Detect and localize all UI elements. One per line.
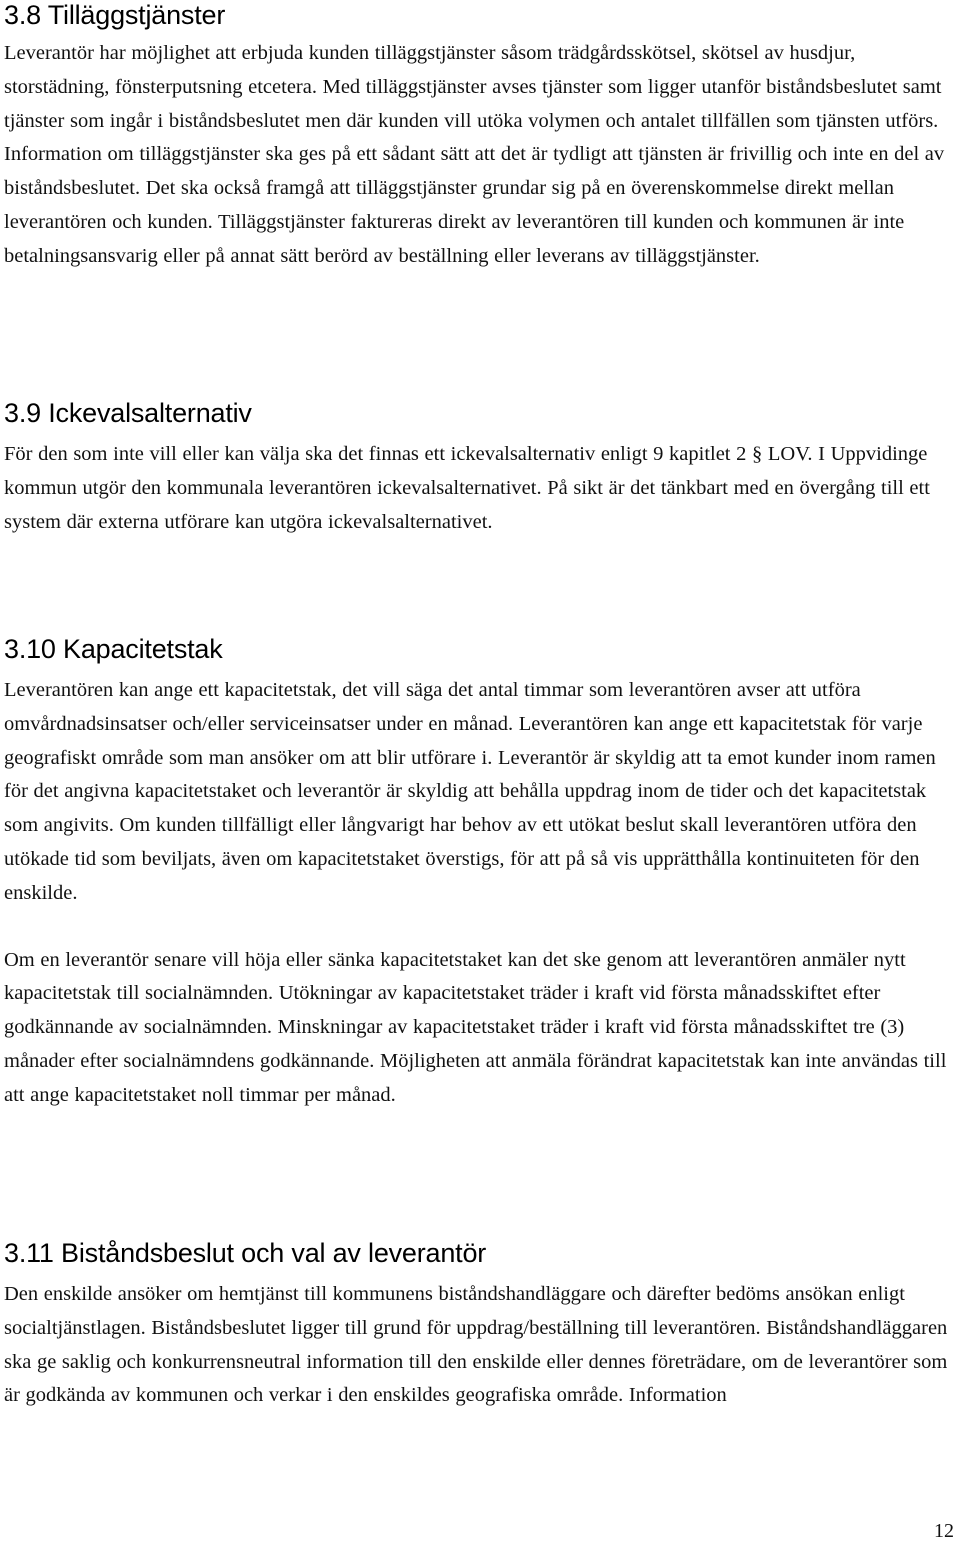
- section-paragraph: För den som inte vill eller kan välja ska det finnas ett ickevalsalternativ enligt 9 kapitlet 2 § LOV. I Uppvidinge kommun utgör den kommunala leverantören ickevalsalternativet. På sikt är det tänkbart med en övergång till ett system där externa utförare kan utgöra ickevalsalternativet.: [4, 443, 930, 533]
- section-paragraph: Om en leverantör senare vill höja eller sänka kapacitetstaket kan det ske genom att leverantören anmäler nytt kapacitetstak till socialnämnden. Utökningar av kapacitetstaket träder i kraft vid första månadsskiftet efter godkännande av socialnämnden. Minskningar av kapacitetstaket träder i kraft vid första månadsskiftet tre (3) månader efter socialnämndens godkännande. Möjligheten att anmäla förändrat kapacitetstak kan inte användas till att ange kapacitetstaket noll timmar per månad.: [4, 948, 947, 1106]
- section-heading: 3.11 Biståndsbeslut och val av leverantör: [4, 1238, 487, 1268]
- section-3-10: [4, 634, 956, 1113]
- section-heading: 3.8 Tilläggstjänster: [4, 0, 226, 30]
- section-paragraph: Leverantör har möjlighet att erbjuda kunden tilläggstjänster såsom trädgårdsskötsel, skötsel av husdjur, storstädning, fönsterputsning etcetera. Med tilläggstjänster avses tjänster som ligger utanför biståndsbeslutet samt tjänster som ingår i biståndsbeslutet men där kunden vill utöka volymen och antalet tillfällen som tjänsten utförs. Information om tilläggstjänster ska ges på ett sådant sätt att det är tydligt att tjänsten är frivillig och inte en del av biståndsbeslutet. Det ska också framgå att tilläggstjänster grundar sig på en överenskommelse direkt mellan leverantören och kunden. Tilläggstjänster faktureras direkt av leverantören till kunden och kommunen är inte betalningsansvarig eller på annat sätt berörd av beställning eller leverans av tilläggstjänster.: [4, 42, 945, 267]
- section-heading: 3.10 Kapacitetstak: [4, 634, 223, 664]
- section-3-11: [4, 1238, 956, 1413]
- section-3-8: [4, 0, 956, 274]
- section-paragraph: Leverantören kan ange ett kapacitetstak, det vill säga det antal timmar som leverantören avser att utföra omvårdnadsinsatser och/eller serviceinsatser under en månad. Leverantören kan ange ett kapacitetstak för varje geografiskt område som man ansöker om att blir utförare i. Leverantör är skyldig att ta emot kunder inom ramen för det angivna kapacitetstaket och leverantör är skyldig att behålla uppdrag inom de tider och det kapacitetstak som angivits. Om kunden tillfälligt eller långvarigt har behov av ett utökat beslut skall leverantören utföra den utökade tid som beviljats, även om kapacitetstaket överstigs, för att på så vis upprätthålla kontinuiteten för den enskilde.: [4, 679, 936, 904]
- paragraph-spacer: [4, 911, 956, 944]
- section-heading: 3.9 Ickevalsalternativ: [4, 398, 252, 428]
- section-3-9: [4, 398, 956, 539]
- section-paragraph: Den enskilde ansöker om hemtjänst till kommunens biståndshandläggare och därefter bedöms ansökan enligt socialtjänstlagen. Biståndsbeslutet ligger till grund för uppdrag/beställning till leverantören. Biståndshandläggaren ska ge saklig och konkurrensneutral information till den enskilde eller dennes företrädare, om de leverantörer som är godkända av kommunen och verkar i den enskildes geografiska område. Information: [4, 1283, 948, 1407]
- page-number: 12: [934, 1520, 954, 1542]
